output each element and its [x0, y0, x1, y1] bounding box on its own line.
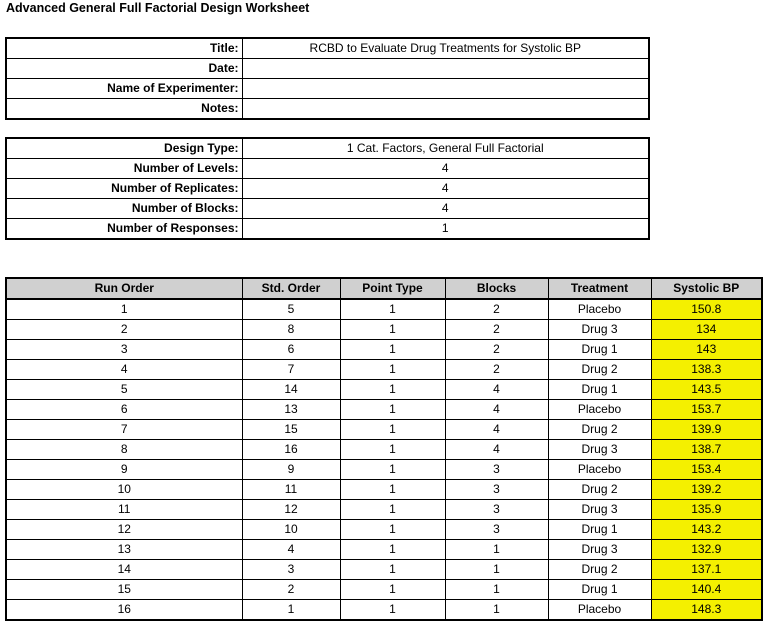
cell-systolic-bp[interactable]: 137.1 — [651, 560, 762, 580]
cell-std-order[interactable]: 14 — [242, 380, 340, 400]
cell-treatment[interactable]: Placebo — [548, 460, 651, 480]
cell-std-order[interactable]: 11 — [242, 480, 340, 500]
cell-blocks[interactable]: 3 — [445, 500, 548, 520]
cell-treatment[interactable]: Drug 3 — [548, 440, 651, 460]
table-row — [6, 340, 762, 360]
cell-run-order[interactable]: 3 — [6, 340, 242, 360]
experiment-info-label: Date: — [6, 59, 242, 79]
cell-treatment[interactable]: Drug 2 — [548, 560, 651, 580]
cell-systolic-bp[interactable]: 132.9 — [651, 540, 762, 560]
experiment-info-label: Name of Experimenter: — [6, 79, 242, 99]
cell-blocks[interactable]: 4 — [445, 420, 548, 440]
design-info-value-cell[interactable]: 1 — [242, 219, 649, 240]
table-row — [6, 540, 762, 560]
table-row — [6, 460, 762, 480]
cell-blocks[interactable]: 3 — [445, 480, 548, 500]
experiment-info-table — [5, 37, 650, 120]
cell-point-type[interactable]: 1 — [340, 360, 445, 380]
cell-blocks[interactable]: 3 — [445, 460, 548, 480]
cell-run-order[interactable]: 2 — [6, 320, 242, 340]
column-header-systolic-bp[interactable]: Systolic BP — [651, 278, 762, 299]
cell-treatment[interactable]: Placebo — [548, 600, 651, 621]
column-header-blocks[interactable]: Blocks — [445, 278, 548, 299]
run-table — [5, 277, 763, 621]
table-row — [6, 480, 762, 500]
experiment-info-value-cell[interactable] — [242, 99, 649, 120]
cell-point-type[interactable]: 1 — [340, 460, 445, 480]
design-info-label: Number of Blocks: — [6, 199, 242, 219]
table-row — [6, 400, 762, 420]
table-row — [6, 500, 762, 520]
cell-point-type[interactable]: 1 — [340, 540, 445, 560]
experiment-info-value-cell[interactable]: RCBD to Evaluate Drug Treatments for Systolic BP — [242, 38, 649, 59]
cell-blocks[interactable]: 2 — [445, 320, 548, 340]
design-info-value-cell[interactable]: 1 Cat. Factors, General Full Factorial — [242, 138, 649, 159]
design-info-label: Number of Responses: — [6, 219, 242, 240]
cell-point-type[interactable]: 1 — [340, 320, 445, 340]
cell-systolic-bp[interactable]: 139.9 — [651, 420, 762, 440]
cell-point-type[interactable]: 1 — [340, 520, 445, 540]
cell-systolic-bp[interactable]: 150.8 — [651, 299, 762, 320]
cell-point-type[interactable]: 1 — [340, 600, 445, 621]
cell-run-order[interactable]: 14 — [6, 560, 242, 580]
cell-run-order[interactable]: 6 — [6, 400, 242, 420]
cell-std-order[interactable]: 15 — [242, 420, 340, 440]
worksheet-title: Advanced General Full Factorial Design Worksheet — [6, 1, 310, 15]
design-info-label: Number of Levels: — [6, 159, 242, 179]
cell-treatment[interactable]: Drug 3 — [548, 540, 651, 560]
column-header-std-order[interactable]: Std. Order — [242, 278, 340, 299]
cell-systolic-bp[interactable]: 153.7 — [651, 400, 762, 420]
cell-run-order[interactable]: 12 — [6, 520, 242, 540]
experiment-info-label: Notes: — [6, 99, 242, 120]
cell-systolic-bp[interactable]: 143 — [651, 340, 762, 360]
cell-run-order[interactable]: 16 — [6, 600, 242, 621]
cell-std-order[interactable]: 2 — [242, 580, 340, 600]
cell-treatment[interactable]: Placebo — [548, 400, 651, 420]
cell-std-order[interactable]: 13 — [242, 400, 340, 420]
cell-run-order[interactable]: 13 — [6, 540, 242, 560]
cell-point-type[interactable]: 1 — [340, 440, 445, 460]
cell-treatment[interactable]: Drug 3 — [548, 320, 651, 340]
cell-point-type[interactable]: 1 — [340, 380, 445, 400]
table-row — [6, 420, 762, 440]
cell-systolic-bp[interactable]: 135.9 — [651, 500, 762, 520]
cell-point-type[interactable]: 1 — [340, 400, 445, 420]
experiment-info-row — [6, 99, 649, 120]
design-info-row — [6, 159, 649, 179]
cell-blocks[interactable]: 2 — [445, 360, 548, 380]
cell-std-order[interactable]: 3 — [242, 560, 340, 580]
cell-blocks[interactable]: 2 — [445, 299, 548, 320]
cell-std-order[interactable]: 5 — [242, 299, 340, 320]
cell-systolic-bp[interactable]: 138.3 — [651, 360, 762, 380]
cell-systolic-bp[interactable]: 140.4 — [651, 580, 762, 600]
cell-systolic-bp[interactable]: 138.7 — [651, 440, 762, 460]
design-info-table — [5, 137, 650, 240]
design-info-label: Number of Replicates: — [6, 179, 242, 199]
cell-blocks[interactable]: 1 — [445, 580, 548, 600]
column-header-run-order[interactable]: Run Order — [6, 278, 242, 299]
cell-blocks[interactable]: 4 — [445, 380, 548, 400]
cell-point-type[interactable]: 1 — [340, 299, 445, 320]
design-info-value-cell[interactable]: 4 — [242, 199, 649, 219]
cell-blocks[interactable]: 1 — [445, 560, 548, 580]
table-row — [6, 380, 762, 400]
column-header-treatment[interactable]: Treatment — [548, 278, 651, 299]
cell-treatment[interactable]: Drug 1 — [548, 580, 651, 600]
cell-point-type[interactable]: 1 — [340, 580, 445, 600]
experiment-info-label: Title: — [6, 38, 242, 59]
cell-std-order[interactable]: 10 — [242, 520, 340, 540]
cell-point-type[interactable]: 1 — [340, 340, 445, 360]
cell-treatment[interactable]: Drug 1 — [548, 380, 651, 400]
cell-std-order[interactable]: 9 — [242, 460, 340, 480]
cell-std-order[interactable]: 16 — [242, 440, 340, 460]
cell-blocks[interactable]: 1 — [445, 540, 548, 560]
table-row — [6, 600, 762, 621]
cell-run-order[interactable]: 10 — [6, 480, 242, 500]
cell-point-type[interactable]: 1 — [340, 500, 445, 520]
cell-blocks[interactable]: 1 — [445, 600, 548, 621]
design-info-value-cell[interactable]: 4 — [242, 179, 649, 199]
cell-systolic-bp[interactable]: 134 — [651, 320, 762, 340]
cell-std-order[interactable]: 12 — [242, 500, 340, 520]
table-row — [6, 360, 762, 380]
column-header-point-type[interactable]: Point Type — [340, 278, 445, 299]
cell-treatment[interactable]: Placebo — [548, 299, 651, 320]
experiment-info-row — [6, 38, 649, 59]
design-info-value-cell[interactable]: 4 — [242, 159, 649, 179]
cell-std-order[interactable]: 8 — [242, 320, 340, 340]
cell-run-order[interactable]: 15 — [6, 580, 242, 600]
cell-point-type[interactable]: 1 — [340, 420, 445, 440]
cell-point-type[interactable]: 1 — [340, 480, 445, 500]
experiment-info-value-cell[interactable] — [242, 79, 649, 99]
table-row — [6, 580, 762, 600]
cell-treatment[interactable]: Drug 2 — [548, 480, 651, 500]
cell-run-order[interactable]: 8 — [6, 440, 242, 460]
cell-run-order[interactable]: 7 — [6, 420, 242, 440]
cell-treatment[interactable]: Drug 1 — [548, 520, 651, 540]
cell-run-order[interactable]: 11 — [6, 500, 242, 520]
design-info-row — [6, 199, 649, 219]
cell-treatment[interactable]: Drug 2 — [548, 420, 651, 440]
cell-treatment[interactable]: Drug 1 — [548, 340, 651, 360]
cell-run-order[interactable]: 5 — [6, 380, 242, 400]
cell-systolic-bp[interactable]: 148.3 — [651, 600, 762, 621]
experiment-info-row — [6, 79, 649, 99]
cell-run-order[interactable]: 4 — [6, 360, 242, 380]
cell-systolic-bp[interactable]: 153.4 — [651, 460, 762, 480]
run-table-header-row — [6, 278, 762, 299]
table-row — [6, 320, 762, 340]
cell-blocks[interactable]: 3 — [445, 520, 548, 540]
cell-run-order[interactable]: 1 — [6, 299, 242, 320]
table-row — [6, 440, 762, 460]
cell-blocks[interactable]: 4 — [445, 400, 548, 420]
design-info-row — [6, 179, 649, 199]
cell-treatment[interactable]: Drug 3 — [548, 500, 651, 520]
cell-treatment[interactable]: Drug 2 — [548, 360, 651, 380]
cell-std-order[interactable]: 6 — [242, 340, 340, 360]
cell-systolic-bp[interactable]: 139.2 — [651, 480, 762, 500]
experiment-info-row — [6, 59, 649, 79]
table-row — [6, 520, 762, 540]
cell-std-order[interactable]: 7 — [242, 360, 340, 380]
design-info-row — [6, 138, 649, 159]
cell-std-order[interactable]: 1 — [242, 600, 340, 621]
table-row — [6, 560, 762, 580]
table-row — [6, 299, 762, 320]
cell-systolic-bp[interactable]: 143.2 — [651, 520, 762, 540]
design-info-label: Design Type: — [6, 138, 242, 159]
cell-blocks[interactable]: 2 — [445, 340, 548, 360]
design-info-row — [6, 219, 649, 240]
cell-std-order[interactable]: 4 — [242, 540, 340, 560]
cell-blocks[interactable]: 4 — [445, 440, 548, 460]
cell-systolic-bp[interactable]: 143.5 — [651, 380, 762, 400]
experiment-info-value-cell[interactable] — [242, 59, 649, 79]
cell-point-type[interactable]: 1 — [340, 560, 445, 580]
cell-run-order[interactable]: 9 — [6, 460, 242, 480]
